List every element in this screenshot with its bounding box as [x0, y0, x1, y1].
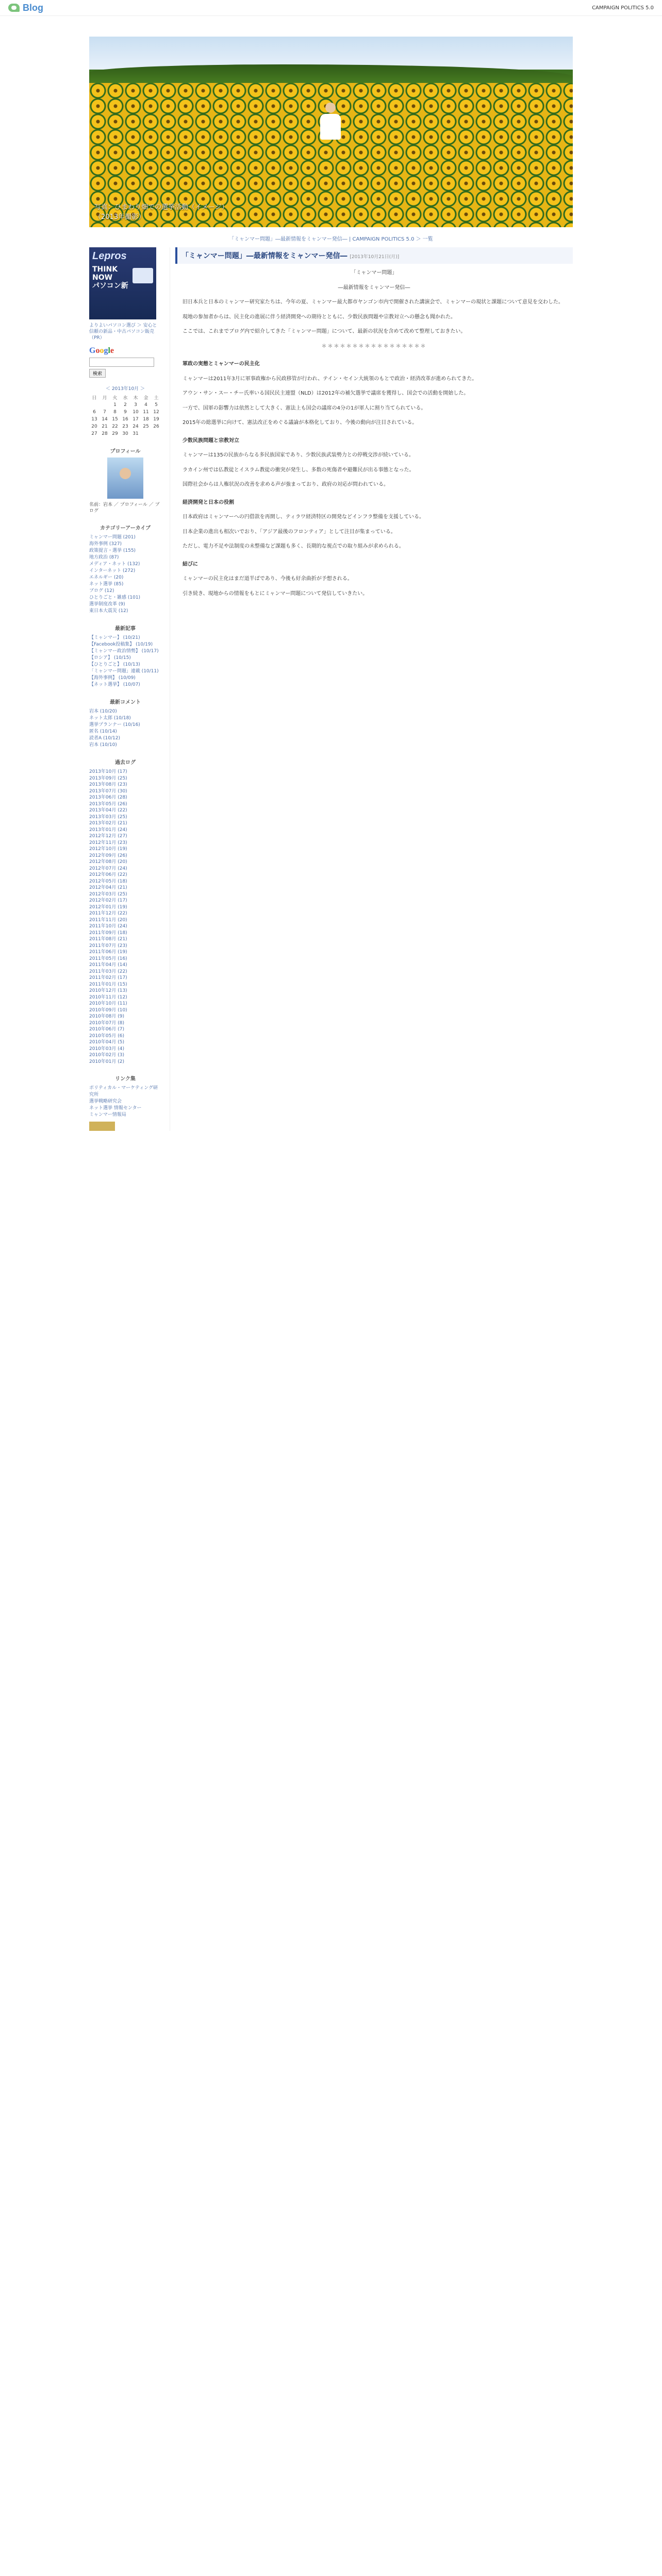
ad-line1: THINK	[92, 265, 118, 274]
archive-link[interactable]: 2011年11月 (20)	[89, 917, 127, 923]
section-paragraph: 引き続き、現地からの情報をもとにミャンマー問題について発信していきたい。	[183, 590, 368, 597]
calendar-day[interactable]: 26	[153, 424, 159, 429]
google-logo: Google	[89, 346, 114, 355]
calendar-weekday: 日	[92, 396, 97, 401]
pc-icon	[133, 268, 153, 283]
archive-link[interactable]: 2013年09月 (25)	[89, 775, 127, 781]
calendar-title[interactable]: ＜ 2013年10月 ＞	[105, 386, 145, 392]
external-link[interactable]: 選挙戦略研究会	[89, 1099, 122, 1104]
archive-link[interactable]: 2012年11月 (23)	[89, 840, 127, 845]
calendar-weekday: 水	[123, 396, 128, 401]
links-list	[89, 1085, 161, 1118]
section-paragraph: アウン・サン・スー・チー氏率いる国民民主連盟（NLD）は2012年の補欠選挙で議席を獲得し、国会での活動を開始した。	[183, 391, 469, 396]
archive-link[interactable]: 2012年05月 (18)	[89, 878, 127, 884]
archive-link[interactable]: 2012年03月 (25)	[89, 891, 127, 897]
calendar-day[interactable]: 19	[153, 417, 159, 422]
section-paragraph: ミャンマーは135の民族からなる多民族国家であり、少数民族武装勢力との停戦交渉が続いている。	[183, 452, 414, 458]
archive-link[interactable]: 2013年01月 (24)	[89, 827, 127, 833]
search-button[interactable]: 検索	[89, 369, 106, 378]
archive-link[interactable]: 2011年12月 (22)	[89, 911, 127, 916]
archive-link[interactable]: 2010年11月 (12)	[89, 994, 127, 1000]
archive-link[interactable]: 2010年08月 (9)	[89, 1014, 124, 1019]
calendar-day[interactable]: 9	[124, 410, 127, 415]
calendar-day[interactable]	[151, 430, 161, 437]
archive-link[interactable]: 2011年07月 (23)	[89, 943, 127, 948]
calendar-day[interactable]: 21	[102, 424, 108, 429]
categories-list	[89, 534, 161, 615]
external-link[interactable]: ネット選挙 情報センター	[89, 1106, 142, 1111]
breadcrumb[interactable]: 「ミャンマー問題」―最新情報をミャンマー発信― | CAMPAIGN POLITICS 5.0 ＞ 一覧	[229, 236, 433, 242]
archive-link[interactable]: 2013年04月 (22)	[89, 808, 127, 813]
archive-link[interactable]: 2011年04月 (14)	[89, 962, 127, 968]
calendar-weekday: 月	[102, 396, 107, 401]
calendar-day[interactable]: 4	[144, 402, 147, 408]
archive-link[interactable]: 2012年04月 (21)	[89, 885, 127, 890]
calendar-day[interactable]: 23	[122, 424, 128, 429]
archive-link[interactable]: 2010年09月 (10)	[89, 1007, 127, 1013]
calendar-day[interactable]: 20	[91, 424, 97, 429]
blog-logo-text: Blog	[23, 2, 43, 13]
calendar-day[interactable]: 15	[112, 417, 118, 422]
archive-link[interactable]: 2011年09月 (18)	[89, 930, 127, 936]
calendar-day[interactable]: 28	[102, 431, 108, 436]
blog-logo[interactable]	[8, 3, 43, 13]
calendar-day[interactable]: 7	[103, 410, 106, 415]
archive-heading: 過去ログ	[115, 760, 136, 766]
calendar-day[interactable]: 14	[102, 417, 108, 422]
section-paragraph: 2015年の総選挙に向けて、憲法改正をめぐる議論が本格化しており、今後の動向が注目されている。	[183, 420, 418, 426]
top-bar	[0, 0, 662, 16]
category-link[interactable]: エネルギー (20)	[89, 575, 124, 580]
calendar-weekday: 金	[143, 396, 148, 401]
category-link[interactable]: 東日本大震災 (12)	[89, 608, 128, 614]
calendar-day[interactable]: 29	[112, 431, 118, 436]
calendar-day[interactable]: 16	[122, 417, 128, 422]
calendar-day[interactable]: 2	[124, 402, 127, 408]
intro-line1: 「ミャンマー問題」	[351, 270, 398, 276]
category-link[interactable]: 選挙制度改革 (9)	[89, 602, 125, 607]
ad-line3: パソコン新	[92, 282, 128, 290]
archive-link[interactable]: 2011年08月 (21)	[89, 937, 127, 942]
calendar-weekday: 木	[133, 396, 138, 401]
external-link[interactable]: ミャンマー情報局	[89, 1112, 126, 1117]
section-heading: 軍政の実態とミャンマーの民主化	[183, 361, 260, 367]
intro-paragraph: 現地の参加者からは、民主化の進展に伴う経済開発への期待とともに、少数民族問題や宗教対立への懸念も聞かれた。	[183, 314, 456, 320]
archive-link[interactable]: 2013年05月 (26)	[89, 801, 127, 807]
intro-line2: ―最新情報をミャンマー発信―	[338, 284, 410, 291]
calendar-day[interactable]: 1	[113, 402, 117, 408]
post-title	[175, 247, 573, 264]
archive-link[interactable]: 2012年12月 (27)	[89, 834, 127, 839]
recent-post-link[interactable]: 【ロシア】 (10/15)	[89, 655, 131, 660]
calendar-day[interactable]: 17	[133, 417, 139, 422]
archive-link[interactable]: 2010年06月 (7)	[89, 1027, 124, 1032]
sidebar-ad[interactable]	[89, 247, 156, 319]
archive-link[interactable]: 2013年07月 (30)	[89, 788, 127, 794]
section-paragraph: ラカイン州では仏教徒とイスラム教徒の衝突が発生し、多数の死傷者や避難民が出る事態となった。	[183, 467, 415, 473]
archive-link[interactable]: 2013年08月 (23)	[89, 782, 127, 787]
divider-stars: ＊＊＊＊＊＊＊＊＊＊＊＊＊＊＊＊＊	[321, 343, 427, 349]
archive-link[interactable]: 2010年02月 (3)	[89, 1053, 124, 1058]
section-paragraph: ミャンマーは2011年3月に軍事政権から民政移管が行われ、テイン・セイン大統領のもとで政治・経済改革が進められてきた。	[183, 376, 477, 382]
post-title-text[interactable]: 「ミャンマー問題」―最新情報をミャンマー発信―	[181, 252, 347, 260]
archive-link[interactable]: 2012年08月 (20)	[89, 859, 127, 865]
archive-link[interactable]: 2010年03月 (4)	[89, 1046, 124, 1052]
category-link[interactable]: 海外事例 (327)	[89, 541, 122, 547]
archive-link[interactable]: 2013年03月 (25)	[89, 814, 127, 820]
hero-caption-line2: （2013年撮影）	[94, 213, 145, 221]
calendar-day[interactable]	[141, 430, 151, 437]
recent-post-link[interactable]: 【海外事例】 (10/09)	[89, 675, 136, 681]
recent-list	[89, 635, 161, 688]
archive-link[interactable]: 2011年03月 (22)	[89, 969, 127, 974]
ad-blurb[interactable]: よりよいパソコン選び ＞ 安心と信頼の新品・中古パソコン販売（PR）	[89, 323, 157, 341]
comment-link[interactable]: 読者A (10/12)	[89, 736, 120, 741]
comments-heading: 最新コメント	[110, 700, 141, 705]
footer-banner[interactable]	[89, 1122, 115, 1131]
archive-link[interactable]: 2010年10月 (11)	[89, 1001, 127, 1006]
categories-heading: カテゴリーアーカイブ	[100, 526, 151, 531]
recent-post-link[interactable]: 【Facebook投稿集】 (10/19)	[89, 642, 153, 647]
post-body	[175, 264, 573, 609]
calendar-day[interactable]: 12	[153, 410, 159, 415]
ad-title: Lepros	[92, 250, 127, 262]
archive-link[interactable]: 2012年01月 (19)	[89, 904, 127, 910]
calendar-day[interactable]: 25	[143, 424, 149, 429]
category-link[interactable]: ネット選挙 (85)	[89, 582, 124, 587]
calendar-day[interactable]	[100, 401, 110, 409]
archive-link[interactable]: 2012年10月 (19)	[89, 846, 127, 852]
archive-link[interactable]: 2013年10月 (17)	[89, 769, 127, 774]
calendar	[89, 394, 161, 437]
recent-heading: 最新記事	[115, 626, 136, 632]
comment-link[interactable]: ネット太郎 (10/18)	[89, 716, 131, 721]
main-content	[170, 247, 573, 1131]
top-link[interactable]: CAMPAIGN POLITICS 5.0	[592, 5, 654, 11]
ad-line2: NOW	[92, 274, 113, 282]
section-paragraph: 国際社会からは人権状況の改善を求める声が強まっており、政府の対応が問われている。	[183, 482, 389, 487]
blog-logo-icon	[8, 4, 20, 12]
intro-paragraph: ここでは、これまでブログ内で紹介してきた「ミャンマー問題」について、最新の状況を含めて改めて整理しておきたい。	[183, 329, 466, 334]
section-paragraph: 一方で、国軍の影響力は依然として大きく、憲法上も国会の議席の4分の1が軍人に割り当てられている。	[183, 405, 426, 411]
category-link[interactable]: インターネット (272)	[89, 568, 136, 573]
section-paragraph: ただし、電力不足や法制度の未整備など課題も多く、長期的な視点での取り組みが求められる。	[183, 544, 404, 549]
section-heading: 結びに	[183, 561, 198, 567]
category-link[interactable]: 政策提言・選挙 (155)	[89, 548, 136, 553]
hero-caption-line1: 写真：ひまわり畑での選挙活動（イメージ）	[94, 204, 228, 211]
archive-link[interactable]: 2013年06月 (28)	[89, 795, 127, 800]
calendar-day[interactable]: 31	[133, 431, 139, 436]
recent-post-link[interactable]: 【ネット選挙】 (10/07)	[89, 682, 140, 687]
external-link[interactable]: ポリティカル・マーケティング研究所	[89, 1086, 158, 1097]
profile-text: 名前：岩本 ／ プロフィール ／ ブログ	[89, 502, 160, 514]
comment-link[interactable]: 岩本 (10/10)	[89, 742, 117, 748]
calendar-day[interactable]	[89, 401, 100, 409]
calendar-day[interactable]: 11	[143, 410, 149, 415]
links-heading: リンク集	[115, 1076, 136, 1082]
calendar-day[interactable]: 6	[93, 410, 96, 415]
calendar-day[interactable]: 27	[91, 431, 97, 436]
archive-link[interactable]: 2012年09月 (26)	[89, 853, 127, 858]
section-heading: 経済開発と日本の役割	[183, 499, 234, 505]
profile-heading: プロフィール	[110, 449, 141, 454]
calendar-day[interactable]: 18	[143, 417, 149, 422]
calendar-weekday: 土	[154, 396, 159, 401]
calendar-day[interactable]: 5	[155, 402, 158, 408]
category-link[interactable]: ミャンマー問題 (201)	[89, 535, 136, 540]
hero-banner	[89, 37, 573, 227]
search-input[interactable]	[89, 358, 154, 367]
archive-link[interactable]: 2010年07月 (8)	[89, 1020, 124, 1026]
recent-post-link[interactable]: 【ひとりごと】 (10/13)	[89, 662, 140, 667]
intro-paragraph: 旧日本兵と日本のミャンマー研究家たちは、今年の夏、ミャンマー最大都市ヤンゴン市内で開催された講演会で、ミャンマーの現状と課題について意見を交わした。	[183, 299, 564, 305]
calendar-day[interactable]: 3	[134, 402, 137, 408]
archive-link[interactable]: 2012年07月 (24)	[89, 866, 127, 871]
archive-link[interactable]: 2012年02月 (17)	[89, 898, 127, 903]
section-heading: 少数民族問題と宗教対立	[183, 437, 239, 444]
archive-link[interactable]: 2011年02月 (17)	[89, 975, 127, 980]
calendar-day[interactable]: 22	[112, 424, 118, 429]
hero-caption	[94, 201, 228, 221]
hero-person-figure	[315, 103, 346, 144]
archive-link[interactable]: 2013年02月 (21)	[89, 821, 127, 826]
comment-link[interactable]: 匿名 (10/14)	[89, 729, 117, 734]
calendar-day[interactable]: 24	[133, 424, 139, 429]
calendar-day[interactable]: 13	[91, 417, 97, 422]
archive-link[interactable]: 2010年05月 (6)	[89, 1033, 124, 1039]
recent-post-link[interactable]: 【ミャンマー政治情勢】 (10/17)	[89, 649, 159, 654]
archive-link[interactable]: 2011年10月 (24)	[89, 924, 127, 929]
archive-link[interactable]: 2010年12月 (13)	[89, 988, 127, 993]
calendar-day[interactable]: 10	[133, 410, 139, 415]
archive-link[interactable]: 2012年06月 (22)	[89, 872, 127, 877]
calendar-day[interactable]: 30	[122, 431, 128, 436]
archive-link[interactable]: 2010年01月 (2)	[89, 1059, 124, 1064]
category-link[interactable]: ブログ (12)	[89, 588, 114, 594]
archive-link[interactable]: 2011年06月 (19)	[89, 950, 127, 955]
calendar-weekday: 火	[112, 396, 118, 401]
comment-link[interactable]: 岩本 (10/20)	[89, 709, 117, 714]
search-box	[89, 346, 161, 378]
profile-avatar	[107, 457, 143, 499]
sidebar	[89, 247, 161, 1131]
recent-post-link[interactable]: 【ミャンマー】 (10/21)	[89, 635, 140, 640]
archive-link[interactable]: 2011年01月 (15)	[89, 981, 127, 987]
section-paragraph: 日本企業の進出も相次いでおり、「アジア最後のフロンティア」として注目が集まっている。	[183, 529, 396, 535]
archive-list	[89, 769, 161, 1065]
calendar-day[interactable]: 8	[113, 410, 117, 415]
section-paragraph: 日本政府はミャンマーへの円借款を再開し、ティラワ経済特区の開発などインフラ整備を支援している。	[183, 514, 424, 520]
post-date: [2013年10月21日(月)]	[350, 255, 400, 260]
recent-post-link[interactable]: 「ミャンマー問題」連載 (10/11)	[89, 669, 159, 674]
section-paragraph: ミャンマーの民主化はまだ道半ばであり、今後も紆余曲折が予想される。	[183, 576, 353, 582]
comments-list	[89, 708, 161, 749]
archive-link[interactable]: 2011年05月 (16)	[89, 956, 127, 961]
category-link[interactable]: ひとりごと・雑感 (101)	[89, 595, 141, 600]
comment-link[interactable]: 選挙プランナー (10/16)	[89, 722, 140, 727]
archive-link[interactable]: 2010年04月 (5)	[89, 1040, 124, 1045]
category-link[interactable]: 地方政治 (87)	[89, 555, 119, 560]
category-link[interactable]: メディア・ネット (132)	[89, 562, 140, 567]
